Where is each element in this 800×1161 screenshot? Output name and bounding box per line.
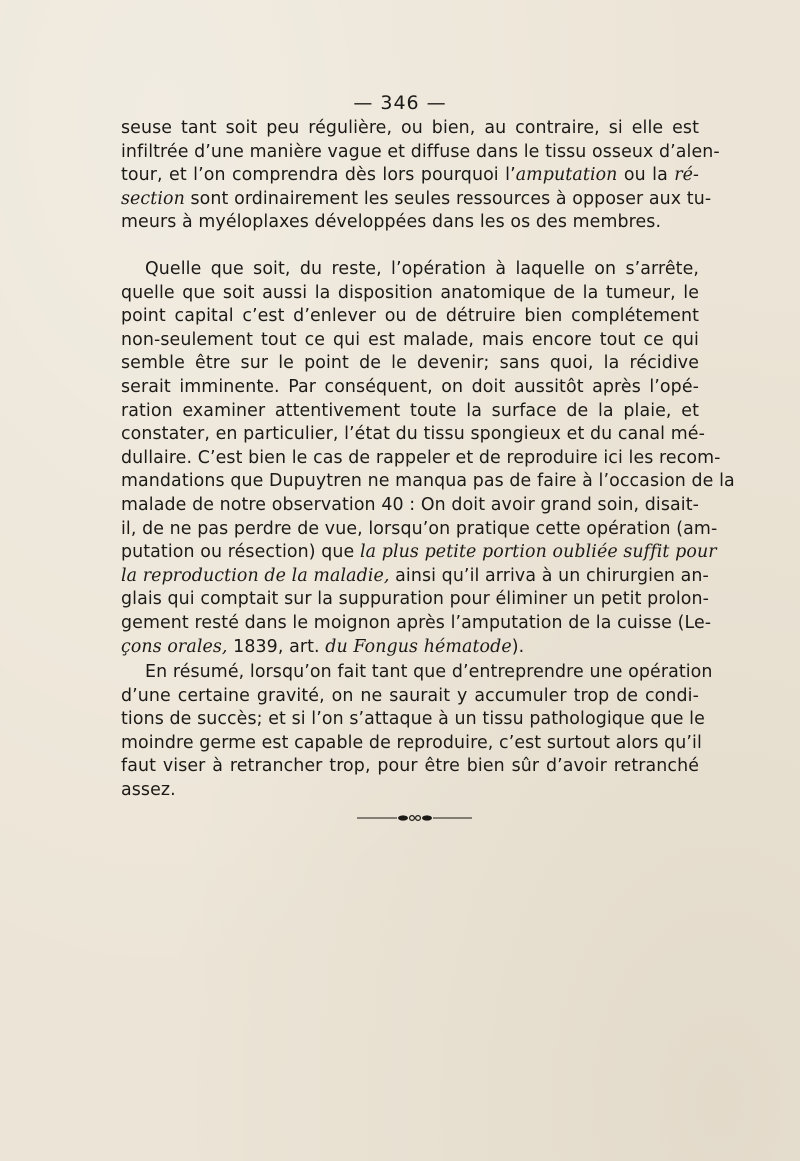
text-line: constater, en particulier, l’état du tissu spongieux et du canal mé- <box>121 424 705 445</box>
paragraph-2 <box>121 258 735 659</box>
text-line: semble être sur le point de le devenir; sans quoi, la récidive <box>121 353 699 374</box>
text-segment: tour, et l’on comprendra dès lors pourquoi l’ <box>121 165 516 186</box>
text-line: moindre germe est capable de reproduire, c’est surtout alors qu’il <box>121 732 702 753</box>
text-line: mandations que Dupuytren ne manqua pas de faire à l’occasion de la <box>121 471 735 492</box>
text-line: d’une certaine gravité, on ne saurait y accumuler trop de condi- <box>121 685 699 706</box>
text-line: seuse tant soit peu régulière, ou bien, au contraire, si elle est <box>121 118 699 138</box>
text-segment: ou la <box>617 165 675 186</box>
text-line: dullaire. C’est bien le cas de rappeler et de reproduire ici les recom- <box>121 447 721 468</box>
text-line <box>121 164 699 188</box>
text-line: En résumé, lorsqu’on fait tant que d’entreprendre une opération <box>145 662 713 682</box>
text-line: assez. <box>121 779 176 800</box>
text-segment: putation ou résection) que <box>121 542 360 563</box>
text-line <box>121 636 699 660</box>
text-line <box>121 541 717 565</box>
text-line: infiltrée d’une manière vague et diffuse dans le tissu osseux d’alen- <box>121 141 720 162</box>
text-segment: 1839, art. <box>227 636 326 657</box>
italic-text: du Fongus hématode <box>325 636 512 657</box>
text-line <box>121 565 709 589</box>
text-line: glais qui comptait sur la suppuration pour éliminer un petit prolon- <box>121 589 710 610</box>
paragraph-3 <box>121 661 713 803</box>
text-line: faut viser à retrancher trop, pour être bien sûr d’avoir retranché <box>121 756 699 777</box>
text-line: Quelle que soit, du reste, l’opération à laquelle on s’arrête, <box>145 259 699 279</box>
text-line: quelle que soit aussi la disposition anatomique de la tumeur, le <box>121 282 699 303</box>
text-line: tions de succès; et si l’on s’attaque à un tissu pathologique que le <box>121 709 705 730</box>
italic-text: ré- <box>674 165 700 186</box>
italic-text: la reproduction de la maladie, <box>121 565 390 586</box>
italic-text: la plus petite portion oubliée suffit pour <box>359 542 717 563</box>
text-line: il, de ne pas perdre de vue, lorsqu’on pratique cette opération (am- <box>121 518 718 539</box>
text-segment: sont ordinairement les seules ressources à opposer aux tu- <box>184 188 712 209</box>
text-line: meurs à myéloplaxes développées dans les os des membres. <box>121 212 662 233</box>
text-segment: ). <box>511 636 525 657</box>
text-line: gement resté dans le moignon après l’amputation de la cuisse (Le- <box>121 612 712 633</box>
page-number: — 346 — <box>353 92 447 114</box>
text-line <box>121 188 712 212</box>
text-line: ration examiner attentivement toute la surface de la plaie, et <box>121 400 699 421</box>
text-line: malade de notre observation 40 : On doit avoir grand soin, disait- <box>121 494 699 515</box>
text-line: non-seulement tout ce qui est malade, mais encore tout ce qui <box>121 329 699 350</box>
italic-text: çons orales, <box>121 636 228 657</box>
paragraph-1 <box>121 117 720 235</box>
italic-text: amputation <box>515 165 618 186</box>
text-line: serait imminente. Par conséquent, on doit aussitôt après l’opé- <box>121 376 699 397</box>
text-segment: ainsi qu’il arriva à un chirurgien an- <box>389 565 709 586</box>
text-line: point capital c’est d’enlever ou de détruire bien complétement <box>121 306 699 327</box>
end-ornament <box>357 814 472 822</box>
italic-text: section <box>121 188 185 209</box>
